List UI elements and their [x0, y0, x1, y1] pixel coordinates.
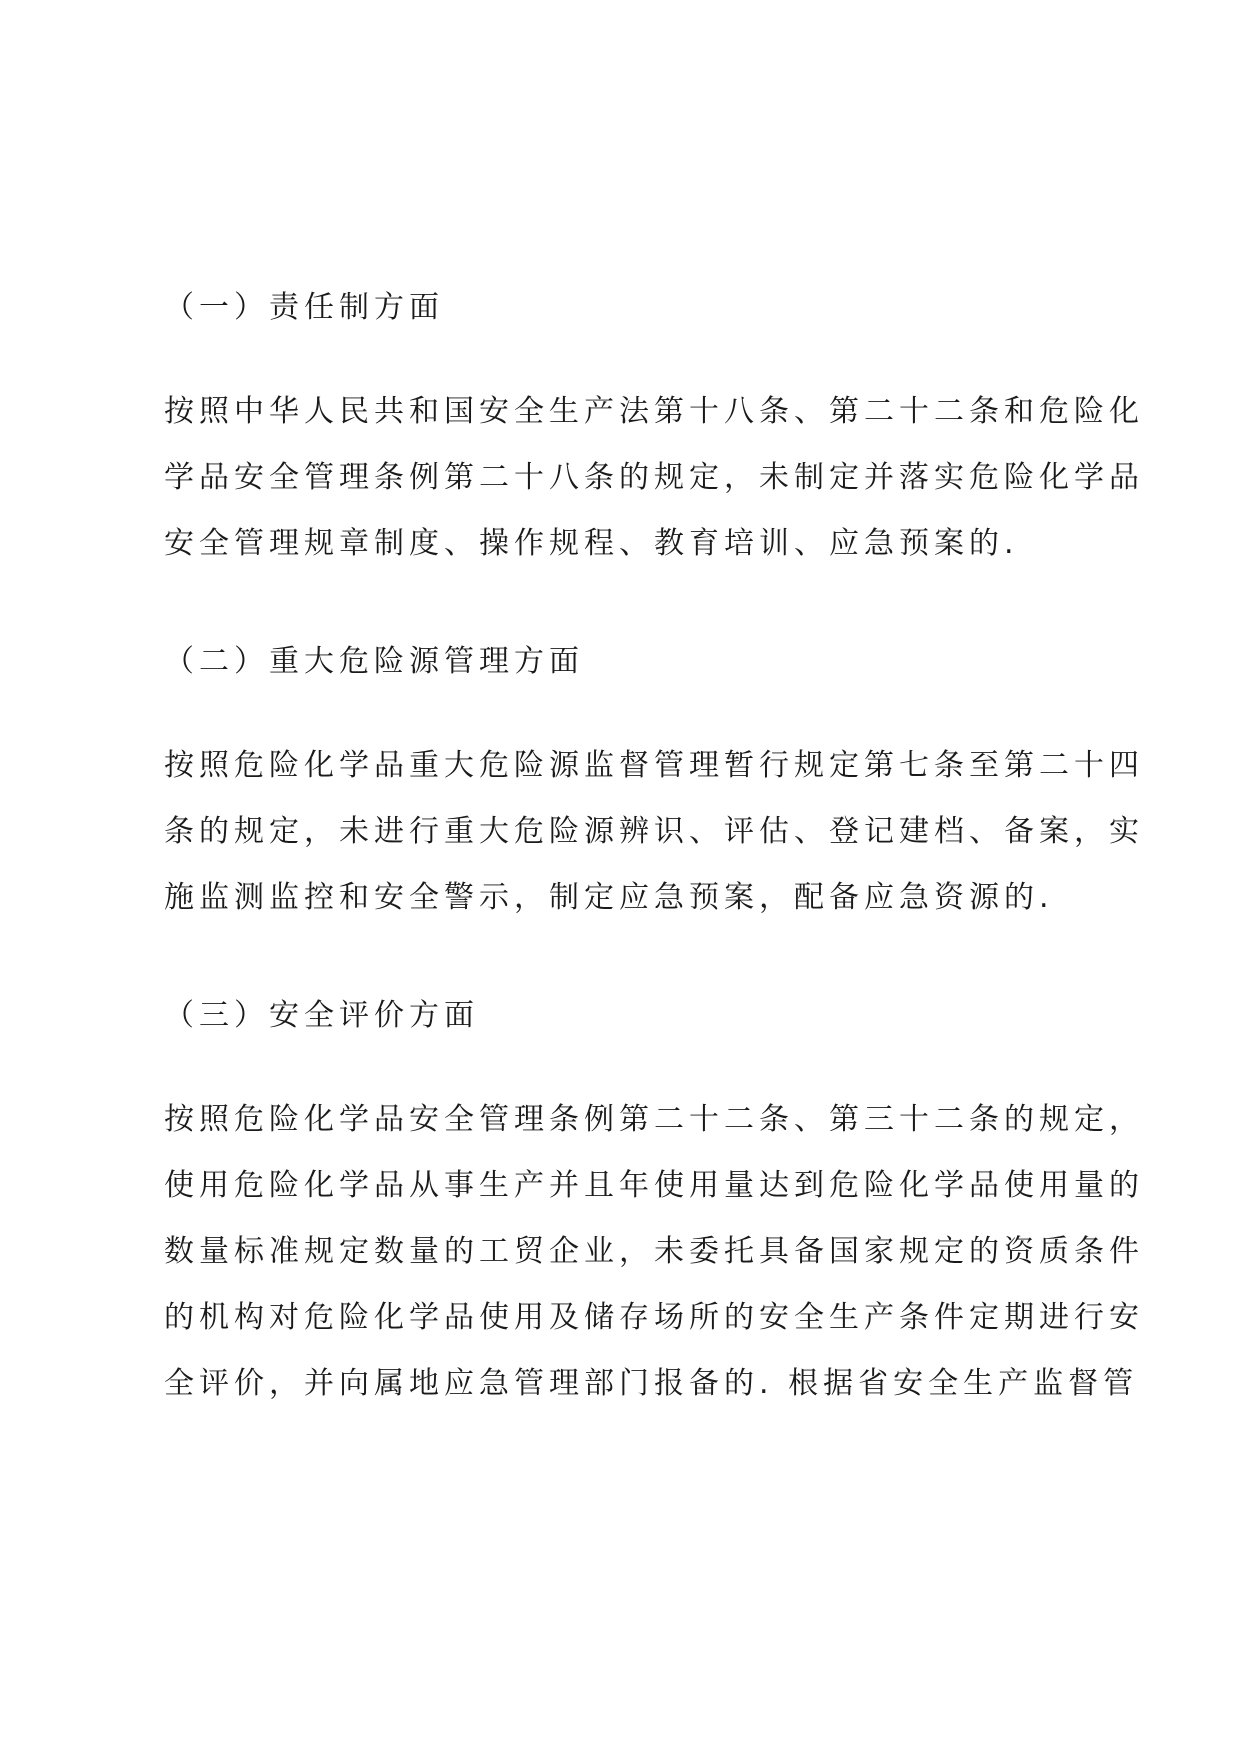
section-3	[164, 992, 1144, 1408]
section-heading: （二）重大危险源管理方面	[164, 644, 584, 679]
paragraph-line: 按照危险化学品重大危险源监督管理暂行规定第七条至第二十四	[164, 748, 1144, 783]
paragraph-line: 全评价，并向属地应急管理部门报备的. 根据省安全生产监督管	[164, 1366, 1139, 1401]
paragraph-line: 安全管理规章制度、操作规程、教育培训、应急预案的.	[164, 526, 1019, 561]
section-2	[164, 638, 1144, 992]
section-heading: （一）责任制方面	[164, 290, 444, 325]
section-paragraph	[164, 742, 1144, 922]
paragraph-line: 使用危险化学品从事生产并且年使用量达到危险化学品使用量的	[164, 1168, 1144, 1203]
section-1	[164, 284, 1144, 638]
document-body	[164, 284, 1144, 1426]
paragraph-line: 学品安全管理条例第二十八条的规定，未制定并落实危险化学品	[164, 460, 1144, 495]
section-paragraph	[164, 1096, 1144, 1408]
paragraph-line: 的机构对危险化学品使用及储存场所的安全生产条件定期进行安	[164, 1300, 1144, 1335]
paragraph-line: 数量标准规定数量的工贸企业，未委托具备国家规定的资质条件	[164, 1234, 1144, 1269]
paragraph-line: 条的规定，未进行重大危险源辨识、评估、登记建档、备案，实	[164, 814, 1144, 849]
paragraph-line: 施监测监控和安全警示，制定应急预案，配备应急资源的.	[164, 880, 1054, 915]
paragraph-line: 按照中华人民共和国安全生产法第十八条、第二十二条和危险化	[164, 394, 1144, 429]
paragraph-line: 按照危险化学品安全管理条例第二十二条、第三十二条的规定，	[164, 1102, 1144, 1137]
section-heading: （三）安全评价方面	[164, 998, 479, 1033]
section-paragraph	[164, 388, 1144, 568]
